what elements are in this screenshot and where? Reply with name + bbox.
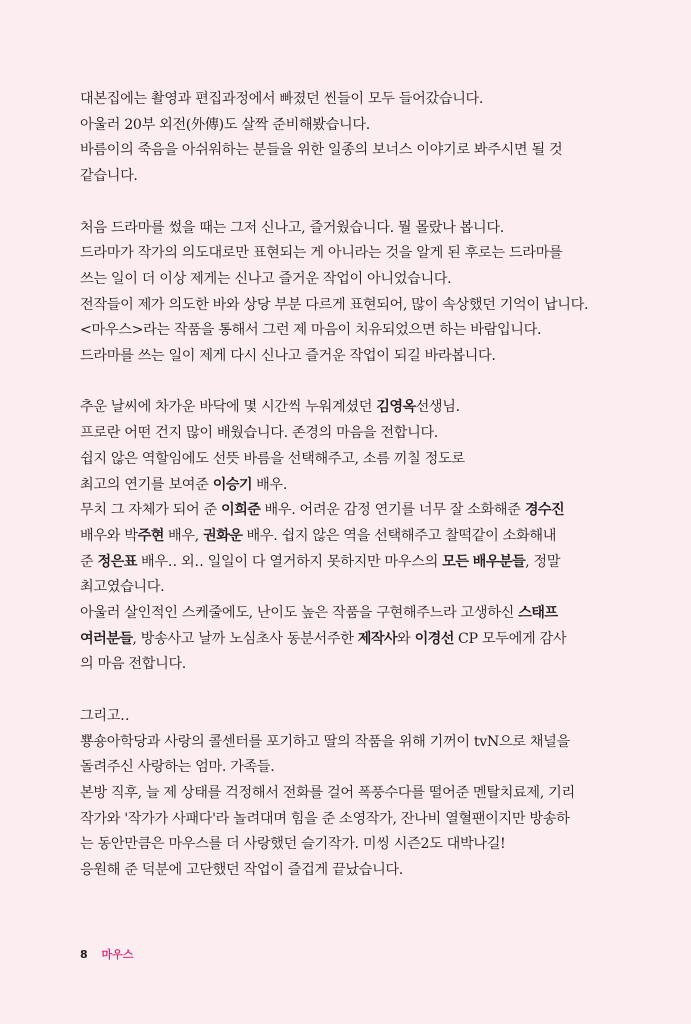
text-line: [80, 89, 483, 109]
emphasized-name: 경수진: [524, 502, 565, 519]
emphasized-name: 여러분들: [80, 630, 133, 647]
emphasized-name: 이승기: [212, 476, 253, 493]
text-segment: 바름이의 죽음을 아쉬워하는 분들을 위한 일종의 보너스 이야기로 봐주시면 될 것: [80, 142, 563, 159]
text-line: [80, 140, 562, 160]
text-segment: 와: [397, 630, 415, 647]
text-segment: 배우‥ 외‥ 일일이 다 열거하지 못하지만 마우스의: [136, 553, 443, 570]
text-segment: 작가와 '작가가 사패다'라 놀려대며 힘을 준 소영작가, 잔나비 열혈팬이지만 방송하: [80, 810, 570, 827]
text-line: [80, 166, 138, 186]
page-footer: [80, 946, 133, 962]
emphasized-name: 정은표: [97, 553, 137, 570]
text-line: [80, 809, 569, 829]
text-segment: 의 마음 전합니다.: [80, 656, 186, 673]
text-line: [80, 860, 403, 880]
text-segment: 돌려주신 사랑하는 엄마. 가족들.: [80, 759, 275, 776]
text-segment: 대본집에는 촬영과 편집과정에서 빠졌던 씬들이 모두 들어갔습니다.: [80, 91, 484, 107]
text-line: [80, 552, 560, 572]
text-segment: 드라마가 작가의 의도대로만 표현되는 게 아니라는 것을 알게 된 후로는 드라마를: [80, 245, 563, 262]
text-line: [80, 654, 186, 674]
text-segment: 준: [80, 553, 98, 570]
text-segment: , 정말: [525, 553, 561, 570]
text-line: [80, 243, 562, 263]
book-title: 마우스: [101, 948, 134, 961]
emphasized-name: 권화운: [203, 527, 243, 544]
text-line: [80, 346, 496, 366]
text-segment: 배우. 어려운 감정 연기를 너무 잘 소화해준: [260, 502, 525, 519]
text-segment: 배우와 박: [80, 527, 138, 544]
text-segment: CP 모두에게 감사: [453, 630, 567, 647]
emphasized-name: 이희준: [221, 502, 261, 519]
text-segment: 뿅숑아학당과 사랑의 콜센터를 포기하고 딸의 작품을 위해 기꺼이 tvN으로 채널을: [80, 733, 570, 750]
text-line: [80, 577, 164, 597]
text-segment: 무치 그 자체가 되어 준: [80, 502, 221, 519]
text-line: [80, 295, 588, 315]
text-segment: 같습니다.: [80, 168, 138, 185]
text-segment: 아울러 살인적인 스케줄에도, 난이도 높은 작품을 구현해주느라 고생하신: [80, 605, 519, 621]
text-line: [80, 603, 557, 623]
text-segment: 쓰는 일이 더 이상 제게는 신나고 즐거운 작업이 아니었습니다.: [80, 270, 452, 287]
text-line: [80, 783, 575, 803]
text-segment: 쉽지 않은 역할임에도 선뜻 바름을 선택해주고, 소름 끼칠 정도로: [80, 450, 465, 467]
text-segment: , 방송사고 날까 노심초사 동분서주한: [132, 630, 358, 647]
text-line: [80, 218, 504, 238]
page-number: 8: [80, 948, 88, 961]
text-line: [80, 526, 556, 546]
text-segment: 배우.: [252, 476, 288, 493]
text-segment: 추운 날씨에 차가운 바닥에 몇 시간씩 누워계셨던: [80, 399, 377, 416]
text-line: [80, 423, 438, 443]
text-segment: 응원해 준 덕분에 고단했던 작업이 즐겁게 끝났습니다.: [80, 862, 403, 878]
text-segment: 배우,: [163, 527, 204, 544]
text-line: [80, 834, 505, 854]
text-line: [80, 757, 274, 777]
text-line: [80, 500, 564, 520]
text-line: [80, 269, 451, 289]
text-segment: 처음 드라마를 썼을 때는 그저 신나고, 즐거웠습니다. 뭘 몰랐나 봅니다.: [80, 219, 504, 236]
emphasized-name: 이경선: [414, 630, 454, 647]
emphasized-name: 주현: [137, 527, 164, 544]
text-segment: 아울러 20부 외전(外傳)도 살짝 준비해봤습니다.: [80, 116, 370, 133]
text-segment: 그리고‥: [80, 707, 130, 724]
emphasized-name: 모든 배우분들: [442, 553, 526, 570]
text-segment: 전작들이 제가 의도한 바와 상당 부분 다르게 표현되어, 많이 속상했던 기억이 납니다.: [80, 296, 589, 313]
text-line: [80, 115, 370, 135]
text-segment: 배우. 쉽지 않은 역을 선택해주고 찰떡같이 소화해내: [242, 527, 557, 544]
text-segment: 는 동안만큼은 마우스를 더 사랑했던 슬기작가. 미씽 시즌2도 대박나길!: [80, 836, 506, 853]
text-segment: 프로란 어떤 건지 많이 배웠습니다. 존경의 마음을 전합니다.: [80, 425, 438, 442]
text-segment: 본방 직후, 늘 제 상태를 걱정해서 전화를 걸어 폭풍수다를 떨어준 멘탈치료제, 기리: [80, 784, 575, 801]
text-line: [80, 629, 566, 649]
text-segment: 최고였습니다.: [80, 579, 165, 596]
text-line: [80, 449, 465, 469]
emphasized-name: 김영옥: [376, 399, 416, 416]
text-line: [80, 320, 541, 340]
emphasized-name: 스태프: [518, 605, 558, 621]
text-segment: 선생님.: [415, 399, 460, 416]
text-segment: <마우스>라는 작품을 통해서 그런 제 마음이 치유되었으면 하는 바람입니다.: [80, 322, 542, 339]
text-segment: 최고의 연기를 보여준: [80, 476, 213, 493]
text-line: [80, 706, 129, 726]
text-line: [80, 732, 570, 752]
text-line: [80, 397, 460, 417]
text-line: [80, 475, 287, 495]
text-segment: 드라마를 쓰는 일이 제게 다시 신나고 즐거운 작업이 되길 바라봅니다.: [80, 348, 496, 364]
emphasized-name: 제작사: [357, 630, 398, 647]
